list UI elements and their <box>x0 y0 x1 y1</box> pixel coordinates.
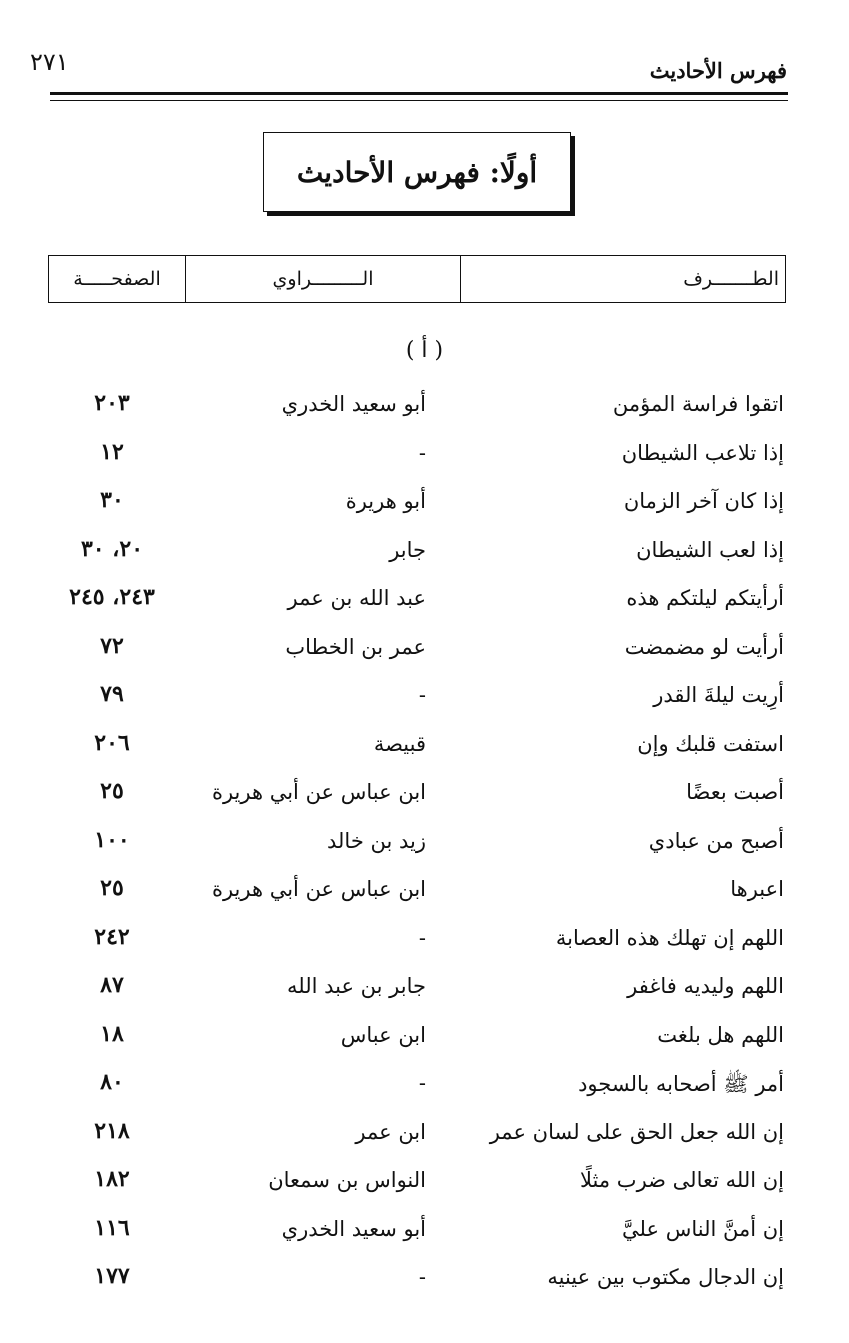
rawi-cell: ابن عباس <box>340 1022 426 1047</box>
page-cell: ٢٠، ٣٠ <box>80 535 144 562</box>
taraf-cell: استفت قلبك وإن <box>637 731 784 756</box>
table-row <box>48 1257 788 1306</box>
table-row <box>48 1063 788 1112</box>
rawi-cell: جابر <box>389 537 426 562</box>
taraf-cell: إن أمنَّ الناس عليَّ <box>622 1216 784 1241</box>
table-row <box>48 821 788 870</box>
page-cell: ١١٦ <box>94 1214 130 1241</box>
section-title: أولًا: فهرس الأحاديث <box>296 155 538 189</box>
header-rule-thick <box>50 92 788 95</box>
page-cell: ٧٢ <box>100 632 124 659</box>
table-row <box>48 1112 788 1161</box>
page-number: ٢٧١ <box>30 48 69 76</box>
table-row <box>48 530 788 579</box>
rawi-cell: ابن عمر <box>355 1119 426 1144</box>
taraf-cell: أمر ﷺ أصحابه بالسجود <box>578 1072 784 1096</box>
table-row <box>48 433 788 482</box>
table-row <box>48 1015 788 1064</box>
page-cell: ١٨٢ <box>94 1166 130 1192</box>
section-letter: ( أ ) <box>405 338 444 363</box>
table-row <box>48 772 788 821</box>
taraf-cell: إذا لعب الشيطان <box>636 537 784 562</box>
taraf-cell: اعبرها <box>730 877 784 901</box>
column-header-taraf: الطـــــــرف <box>460 256 785 302</box>
table-row <box>48 918 788 967</box>
taraf-cell: إذا كان آخر الزمان <box>623 489 784 513</box>
rawi-cell: - <box>418 925 426 950</box>
taraf-cell: اتقوا فراسة المؤمن <box>612 392 784 416</box>
running-title: فهرس الأحاديث <box>649 58 787 83</box>
page-cell: ٢٠٣ <box>94 390 130 416</box>
rawi-cell: عبد الله بن عمر <box>287 586 426 610</box>
page-header <box>0 0 849 110</box>
column-header-row <box>48 255 786 303</box>
rawi-cell: زيد بن خالد <box>327 828 426 853</box>
page-cell: ٢٤٢ <box>94 923 130 950</box>
taraf-cell: أرِيت ليلةَ القدر <box>653 683 784 707</box>
taraf-cell: أصبت بعضًا <box>686 780 784 804</box>
page-cell: ٨٠ <box>100 1069 124 1095</box>
taraf-cell: أصبح من عبادي <box>648 828 784 853</box>
taraf-cell: إن الله تعالى ضرب مثلًا <box>580 1168 784 1192</box>
header-rule-thin <box>50 100 788 101</box>
column-header-rawi: الـــــــــراوي <box>185 256 460 302</box>
table-row <box>48 578 788 627</box>
taraf-cell: إذا تلاعب الشيطان <box>621 440 784 465</box>
taraf-cell: إن الله جعل الحق على لسان عمر <box>489 1119 784 1144</box>
page-cell: ٢٠٦ <box>94 729 130 756</box>
page-cell: ٢٥ <box>100 778 124 804</box>
index-table <box>48 384 788 1306</box>
rawi-cell: عمر بن الخطاب <box>285 634 426 659</box>
rawi-cell: ابن عباس عن أبي هريرة <box>211 780 426 804</box>
page-cell: ٢٥ <box>100 875 124 901</box>
table-row <box>48 1160 788 1209</box>
rawi-cell: جابر بن عبد الله <box>286 974 426 998</box>
rawi-cell: - <box>418 683 426 707</box>
section-title-box <box>263 132 571 212</box>
table-row <box>48 724 788 773</box>
column-header-page: الصفحـــــة <box>73 268 161 290</box>
table-row <box>48 384 788 433</box>
taraf-cell: اللهم وليديه فاغفر <box>627 974 784 998</box>
taraf-cell: اللهم هل بلغت <box>657 1022 784 1047</box>
rawi-cell: النواس بن سمعان <box>268 1168 426 1192</box>
page-cell: ١٠٠ <box>94 826 130 853</box>
rawi-cell: أبو هريرة <box>345 489 426 513</box>
table-row <box>48 966 788 1015</box>
taraf-cell: إن الدجال مكتوب بين عينيه <box>547 1265 784 1289</box>
table-row <box>48 675 788 724</box>
table-row <box>48 481 788 530</box>
rawi-cell: أبو سعيد الخدري <box>281 392 426 416</box>
page-cell: ٨٧ <box>100 972 124 998</box>
rawi-cell: - <box>418 1071 426 1095</box>
rawi-cell: - <box>418 1265 426 1289</box>
rawi-cell: ابن عباس عن أبي هريرة <box>211 877 426 901</box>
table-row <box>48 1209 788 1258</box>
table-row <box>48 869 788 918</box>
table-row <box>48 627 788 676</box>
page-cell: ٢١٨ <box>94 1117 130 1144</box>
page-cell: ٢٤٣، ٢٤٥ <box>69 584 155 610</box>
taraf-cell: اللهم إن تهلك هذه العصابة <box>555 925 784 950</box>
rawi-cell: قبيصة <box>373 731 426 756</box>
taraf-cell: أرأيت لو مضمضت <box>624 634 784 659</box>
taraf-cell: أرأيتكم ليلتكم هذه <box>626 586 784 610</box>
rawi-cell: - <box>418 440 426 465</box>
page-cell: ٣٠ <box>100 487 124 513</box>
page-cell: ٧٩ <box>100 681 124 707</box>
page-cell: ١٢ <box>100 438 124 465</box>
rawi-cell: أبو سعيد الخدري <box>281 1216 426 1241</box>
page-cell: ١٧٧ <box>94 1263 130 1289</box>
page-cell: ١٨ <box>100 1020 124 1047</box>
